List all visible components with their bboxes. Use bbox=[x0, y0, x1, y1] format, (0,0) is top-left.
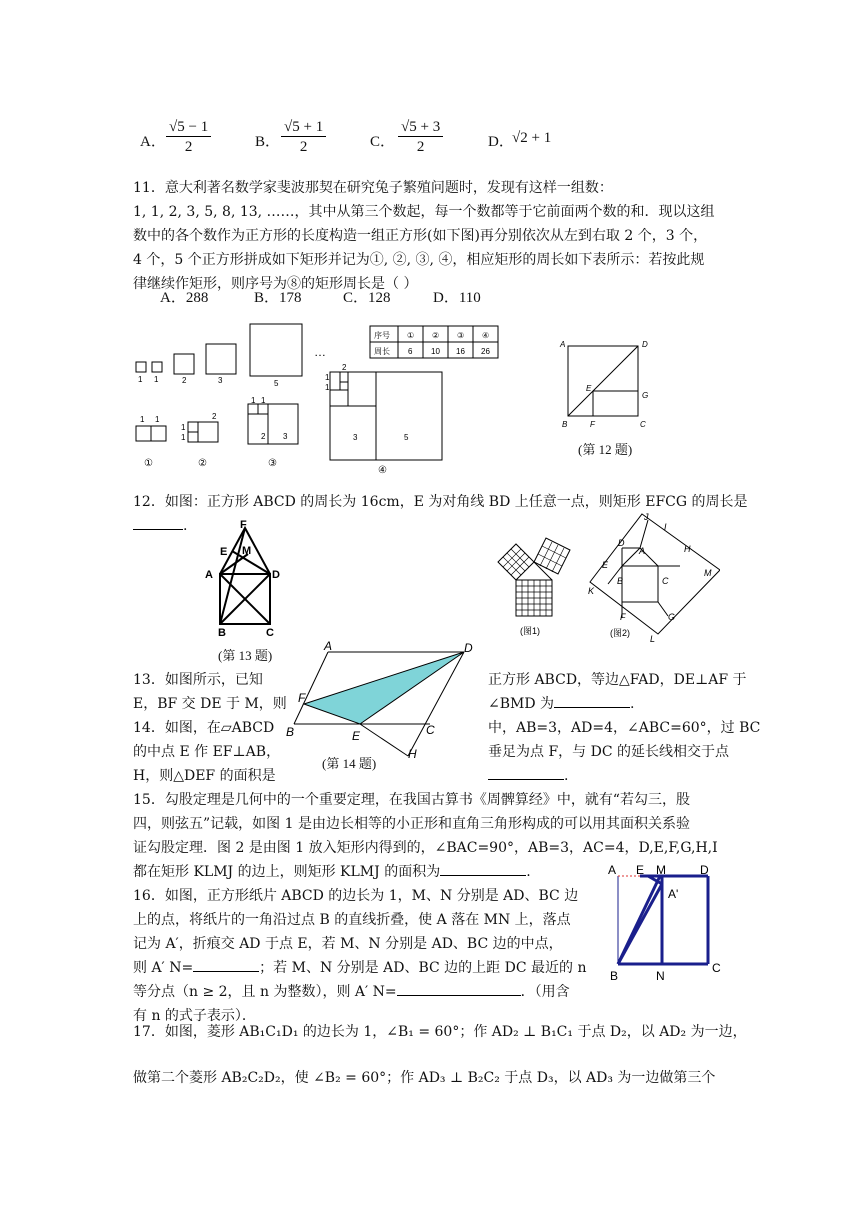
q13-right-2 bbox=[488, 692, 634, 716]
fig13-pt-c: C bbox=[266, 627, 274, 639]
fig12-pt-g: G bbox=[642, 391, 649, 400]
fig16-pt-aprime: A' bbox=[668, 887, 679, 901]
q10-option-b-fraction bbox=[281, 118, 326, 157]
fig13-pt-m: M bbox=[242, 545, 252, 557]
fig12-pt-c: C bbox=[640, 420, 646, 429]
fig15-pt-j: J bbox=[644, 512, 649, 522]
sq-label-1b: 1 bbox=[154, 375, 159, 384]
table-row-4: 26 bbox=[481, 347, 490, 356]
fig14-pt-f: F bbox=[298, 691, 306, 705]
fig12-square-diagram bbox=[556, 336, 666, 436]
fig15-pt-g: G bbox=[668, 612, 676, 622]
fig14-parallelogram bbox=[284, 638, 484, 768]
fig15-pt-i: I bbox=[664, 522, 667, 532]
rect-label-2: ② bbox=[198, 458, 207, 469]
table-row-0: 周长 bbox=[374, 347, 390, 356]
fig16-pt-d: D bbox=[700, 863, 709, 877]
q13-left-2: E，BF 交 DE 于 M，则 bbox=[133, 696, 287, 712]
q16-line-5-a: 等分点（n ≥ 2，且 n 为整数），则 A′ N= bbox=[133, 984, 397, 1000]
q10-option-b-den: 2 bbox=[299, 139, 308, 155]
sq-label-1a: 1 bbox=[138, 375, 143, 384]
q10-option-c-num: √5 + 3 bbox=[398, 118, 443, 137]
q10-option-c-fraction bbox=[398, 118, 443, 157]
svg-text:1: 1 bbox=[140, 415, 145, 424]
q16-line-5 bbox=[133, 980, 570, 1004]
sq-dots: … bbox=[314, 345, 326, 359]
q15-line-4 bbox=[133, 860, 531, 884]
table-header-1: ① bbox=[407, 331, 415, 340]
fig16-pt-m: M bbox=[656, 863, 666, 877]
fig15-pt-e: E bbox=[602, 560, 609, 570]
fig15-pt-c: C bbox=[662, 576, 669, 586]
q14-left-3: H，则△DEF 的面积是 bbox=[133, 768, 276, 784]
q16-line-5-b: ．（用含 bbox=[520, 984, 570, 1000]
q10-option-b-num: √5 + 1 bbox=[281, 118, 326, 137]
table-header-3: ③ bbox=[457, 331, 465, 340]
rect-label-3: ③ bbox=[268, 458, 277, 469]
fig13-pt-d: D bbox=[272, 569, 280, 581]
fig14-pt-d: D bbox=[464, 641, 473, 655]
q10-option-a-fraction bbox=[166, 118, 211, 157]
fig12-pt-f: F bbox=[590, 420, 595, 429]
q16-line-4-a: 则 A′ N= bbox=[133, 960, 194, 976]
table-row-1: 6 bbox=[408, 347, 413, 356]
fig16-pt-c: C bbox=[712, 961, 721, 975]
svg-text:2: 2 bbox=[342, 363, 347, 372]
svg-text:2: 2 bbox=[261, 432, 266, 441]
fig15-cap-2: (图2) bbox=[610, 628, 630, 638]
q12-line-2-end: . bbox=[183, 518, 188, 534]
q10-option-c-label: C． bbox=[370, 134, 396, 150]
fig15-pt-h: H bbox=[684, 544, 691, 554]
q16-line-3: 记为 A′，折痕交 AD 于点 E，若 M、N 分别是 AD、BC 边的中点， bbox=[133, 936, 563, 952]
q11-option-d: D．110 bbox=[433, 290, 481, 306]
svg-text:3: 3 bbox=[353, 433, 358, 442]
fig16-fold-square bbox=[604, 860, 724, 982]
q14-left-1: 14．如图，在▱ABCD bbox=[133, 720, 275, 736]
q13-right-2-text: ∠BMD 为 bbox=[488, 696, 555, 712]
fig14-caption: (第 14 题) bbox=[322, 756, 377, 771]
fig16-pt-a: A bbox=[608, 863, 617, 877]
q11-line-3: 数中的各个数作为正方形的长度构造一组正方形(如下图)再分别依次从左到右取 2 个，3 个， bbox=[133, 228, 708, 244]
q14-left-2: 的中点 E 作 EF⊥AB， bbox=[133, 744, 281, 760]
fig16-pt-e: E bbox=[636, 863, 645, 877]
q15-line-4-text: 都在矩形 KLMJ 的边上，则矩形 KLMJ 的面积为 bbox=[133, 864, 441, 880]
q10-option-b-label: B． bbox=[255, 134, 281, 150]
q12-line-1: 12．如图：正方形 ABCD 的周长为 16cm，E 为对角线 BD 上任意一点，则矩形 EFCG 的周长是 bbox=[133, 494, 748, 510]
table-header-4: ④ bbox=[482, 331, 490, 340]
fig12-pt-b: B bbox=[562, 420, 568, 429]
fig14-pt-e: E bbox=[352, 729, 361, 743]
svg-text:5: 5 bbox=[404, 433, 409, 442]
svg-text:1: 1 bbox=[261, 396, 266, 405]
fig15-pt-b: B bbox=[617, 576, 624, 586]
q16-line-1: 16．如图，正方形纸片 ABCD 的边长为 1，M、N 分别是 AD、BC 边 bbox=[133, 888, 579, 904]
table-row-3: 16 bbox=[456, 347, 465, 356]
fig15-pythagoras-diagrams bbox=[490, 508, 720, 642]
fig12-pt-a: A bbox=[560, 340, 566, 349]
fig16-pt-n: N bbox=[656, 969, 665, 982]
fig14-pt-a: A bbox=[324, 639, 333, 653]
fig15-pt-l: L bbox=[650, 634, 656, 642]
q17-line-1: 17．如图，菱形 AB₁C₁D₁ 的边长为 1，∠B₁ = 60°；作 AD₂ ⊥ B₁C₁ 于点 D₂，以 AD₂ 为一边， bbox=[133, 1024, 747, 1040]
q10-option-a-den: 2 bbox=[184, 139, 193, 155]
q12-line-2 bbox=[133, 514, 187, 538]
fig12-caption: (第 12 题) bbox=[578, 442, 633, 457]
q11-line-1: 11．意大利著名数学家斐波那契在研究兔子繁殖问题时，发现有这样一组数： bbox=[133, 180, 613, 196]
rect-label-1: ① bbox=[144, 458, 153, 469]
fig13-caption: (第 13 题) bbox=[218, 648, 273, 663]
q10-option-a-label: A． bbox=[140, 134, 166, 150]
q13-right-1: 正方形 ABCD，等边△FAD，DE⊥AF 于 bbox=[488, 672, 747, 688]
fig12-pt-d: D bbox=[642, 340, 648, 349]
svg-text:1: 1 bbox=[155, 415, 160, 424]
fig15-pt-d: D bbox=[618, 538, 625, 548]
fig13-pt-a: A bbox=[205, 569, 213, 581]
table-header-0: 序号 bbox=[374, 331, 390, 340]
fig15-pt-m: M bbox=[704, 568, 712, 578]
q10-options bbox=[140, 118, 600, 166]
q16-line-6: 有 n 的式子表示）． bbox=[133, 1008, 256, 1024]
fig13-square-triangle bbox=[200, 518, 290, 640]
q15-line-2: 四，则弦五”记载，如图 1 是由边长相等的小正形和直角三角形构成的可以用其面积关系验 bbox=[133, 816, 690, 832]
q14-right-1: 中，AB=3，AD=4，∠ABC=60°，过 BC bbox=[488, 720, 761, 736]
fig14-pt-b: B bbox=[286, 725, 295, 739]
q11-line-4: 4 个，5 个正方形拼成如下矩形并记为①, ②, ③, ④，相应矩形的周长如下表所示：若按此规 bbox=[133, 252, 705, 268]
q10-option-c-den: 2 bbox=[416, 139, 425, 155]
rect-label-4: ④ bbox=[378, 465, 387, 476]
fig13-pt-b: B bbox=[218, 627, 226, 639]
fig15-pt-a: A bbox=[639, 546, 646, 556]
q16-line-4-b: ；若 M、N 分别是 AD、BC 边的上距 DC 最近的 n bbox=[259, 960, 587, 976]
svg-text:1: 1 bbox=[251, 396, 256, 405]
q15-line-3: 证勾股定理．图 2 是由图 1 放入矩形内得到的，∠BAC=90°，AB=3，AC=4，D,E,F,G,H,I bbox=[133, 840, 718, 856]
sq-label-2: 2 bbox=[182, 376, 187, 385]
q11-option-c: C．128 bbox=[343, 290, 391, 306]
q14-right-2: 垂足为点 F，与 DC 的延长线相交于点 bbox=[488, 744, 730, 760]
table-header-2: ② bbox=[432, 331, 440, 340]
fig15-cap-1: (图1) bbox=[520, 626, 540, 636]
table-row-2: 10 bbox=[431, 347, 440, 356]
sq-label-3: 3 bbox=[218, 376, 223, 385]
q15-line-4-end: . bbox=[526, 864, 531, 880]
sq-label-5: 5 bbox=[274, 379, 279, 388]
fig13-pt-f: F bbox=[240, 519, 247, 531]
fig16-pt-b: B bbox=[610, 969, 619, 982]
q14-right-3 bbox=[488, 764, 568, 788]
q15-line-1: 15．勾股定理是几何中的一个重要定理，在我国古算书《周髀算经》中，就有“若勾三，股 bbox=[133, 792, 690, 808]
q11-line-2: 1, 1, 2, 3, 5, 8, 13, ……，其中从第三个数起，每一个数都等于它前面两个数的和．现以这组 bbox=[133, 204, 715, 220]
fig15-pt-f: F bbox=[620, 612, 626, 622]
svg-text:3: 3 bbox=[283, 432, 288, 441]
q10-option-a-num: √5 − 1 bbox=[166, 118, 211, 137]
q16-line-2: 上的点，将纸片的一角沿过点 B 的直线折叠，使 A 落在 MN 上，落点 bbox=[133, 912, 571, 928]
q11-option-b: B．178 bbox=[254, 290, 302, 306]
q10-option-d-label: D． bbox=[488, 134, 514, 150]
svg-text:1: 1 bbox=[181, 423, 186, 432]
q11-option-a: A．288 bbox=[160, 290, 209, 306]
q10-option-d-expr: √2 + 1 bbox=[512, 130, 552, 146]
svg-text:1: 1 bbox=[181, 433, 186, 442]
fig12-pt-e: E bbox=[586, 384, 592, 393]
q13-left-1: 13．如图所示，已知 bbox=[133, 672, 263, 688]
svg-text:2: 2 bbox=[212, 412, 217, 421]
svg-text:1: 1 bbox=[325, 383, 330, 392]
fig14-pt-h: H bbox=[408, 747, 417, 761]
q17-line-2: 做第二个菱形 AB₂C₂D₂，使 ∠B₂ = 60°；作 AD₃ ⊥ B₂C₂ 于点 D₃，以 AD₃ 为一边做第三个 bbox=[133, 1070, 716, 1086]
q14-right-3-end: . bbox=[564, 768, 569, 784]
q11-line-5: 律继续作矩形，则序号为⑧的矩形周长是（ ） bbox=[133, 276, 418, 292]
q13-right-2-end: . bbox=[630, 696, 635, 712]
svg-text:1: 1 bbox=[325, 373, 330, 382]
fig13-pt-e: E bbox=[220, 546, 228, 558]
q16-line-4 bbox=[133, 956, 586, 980]
fig15-pt-k: K bbox=[588, 586, 595, 596]
fig14-pt-c: C bbox=[426, 723, 435, 737]
